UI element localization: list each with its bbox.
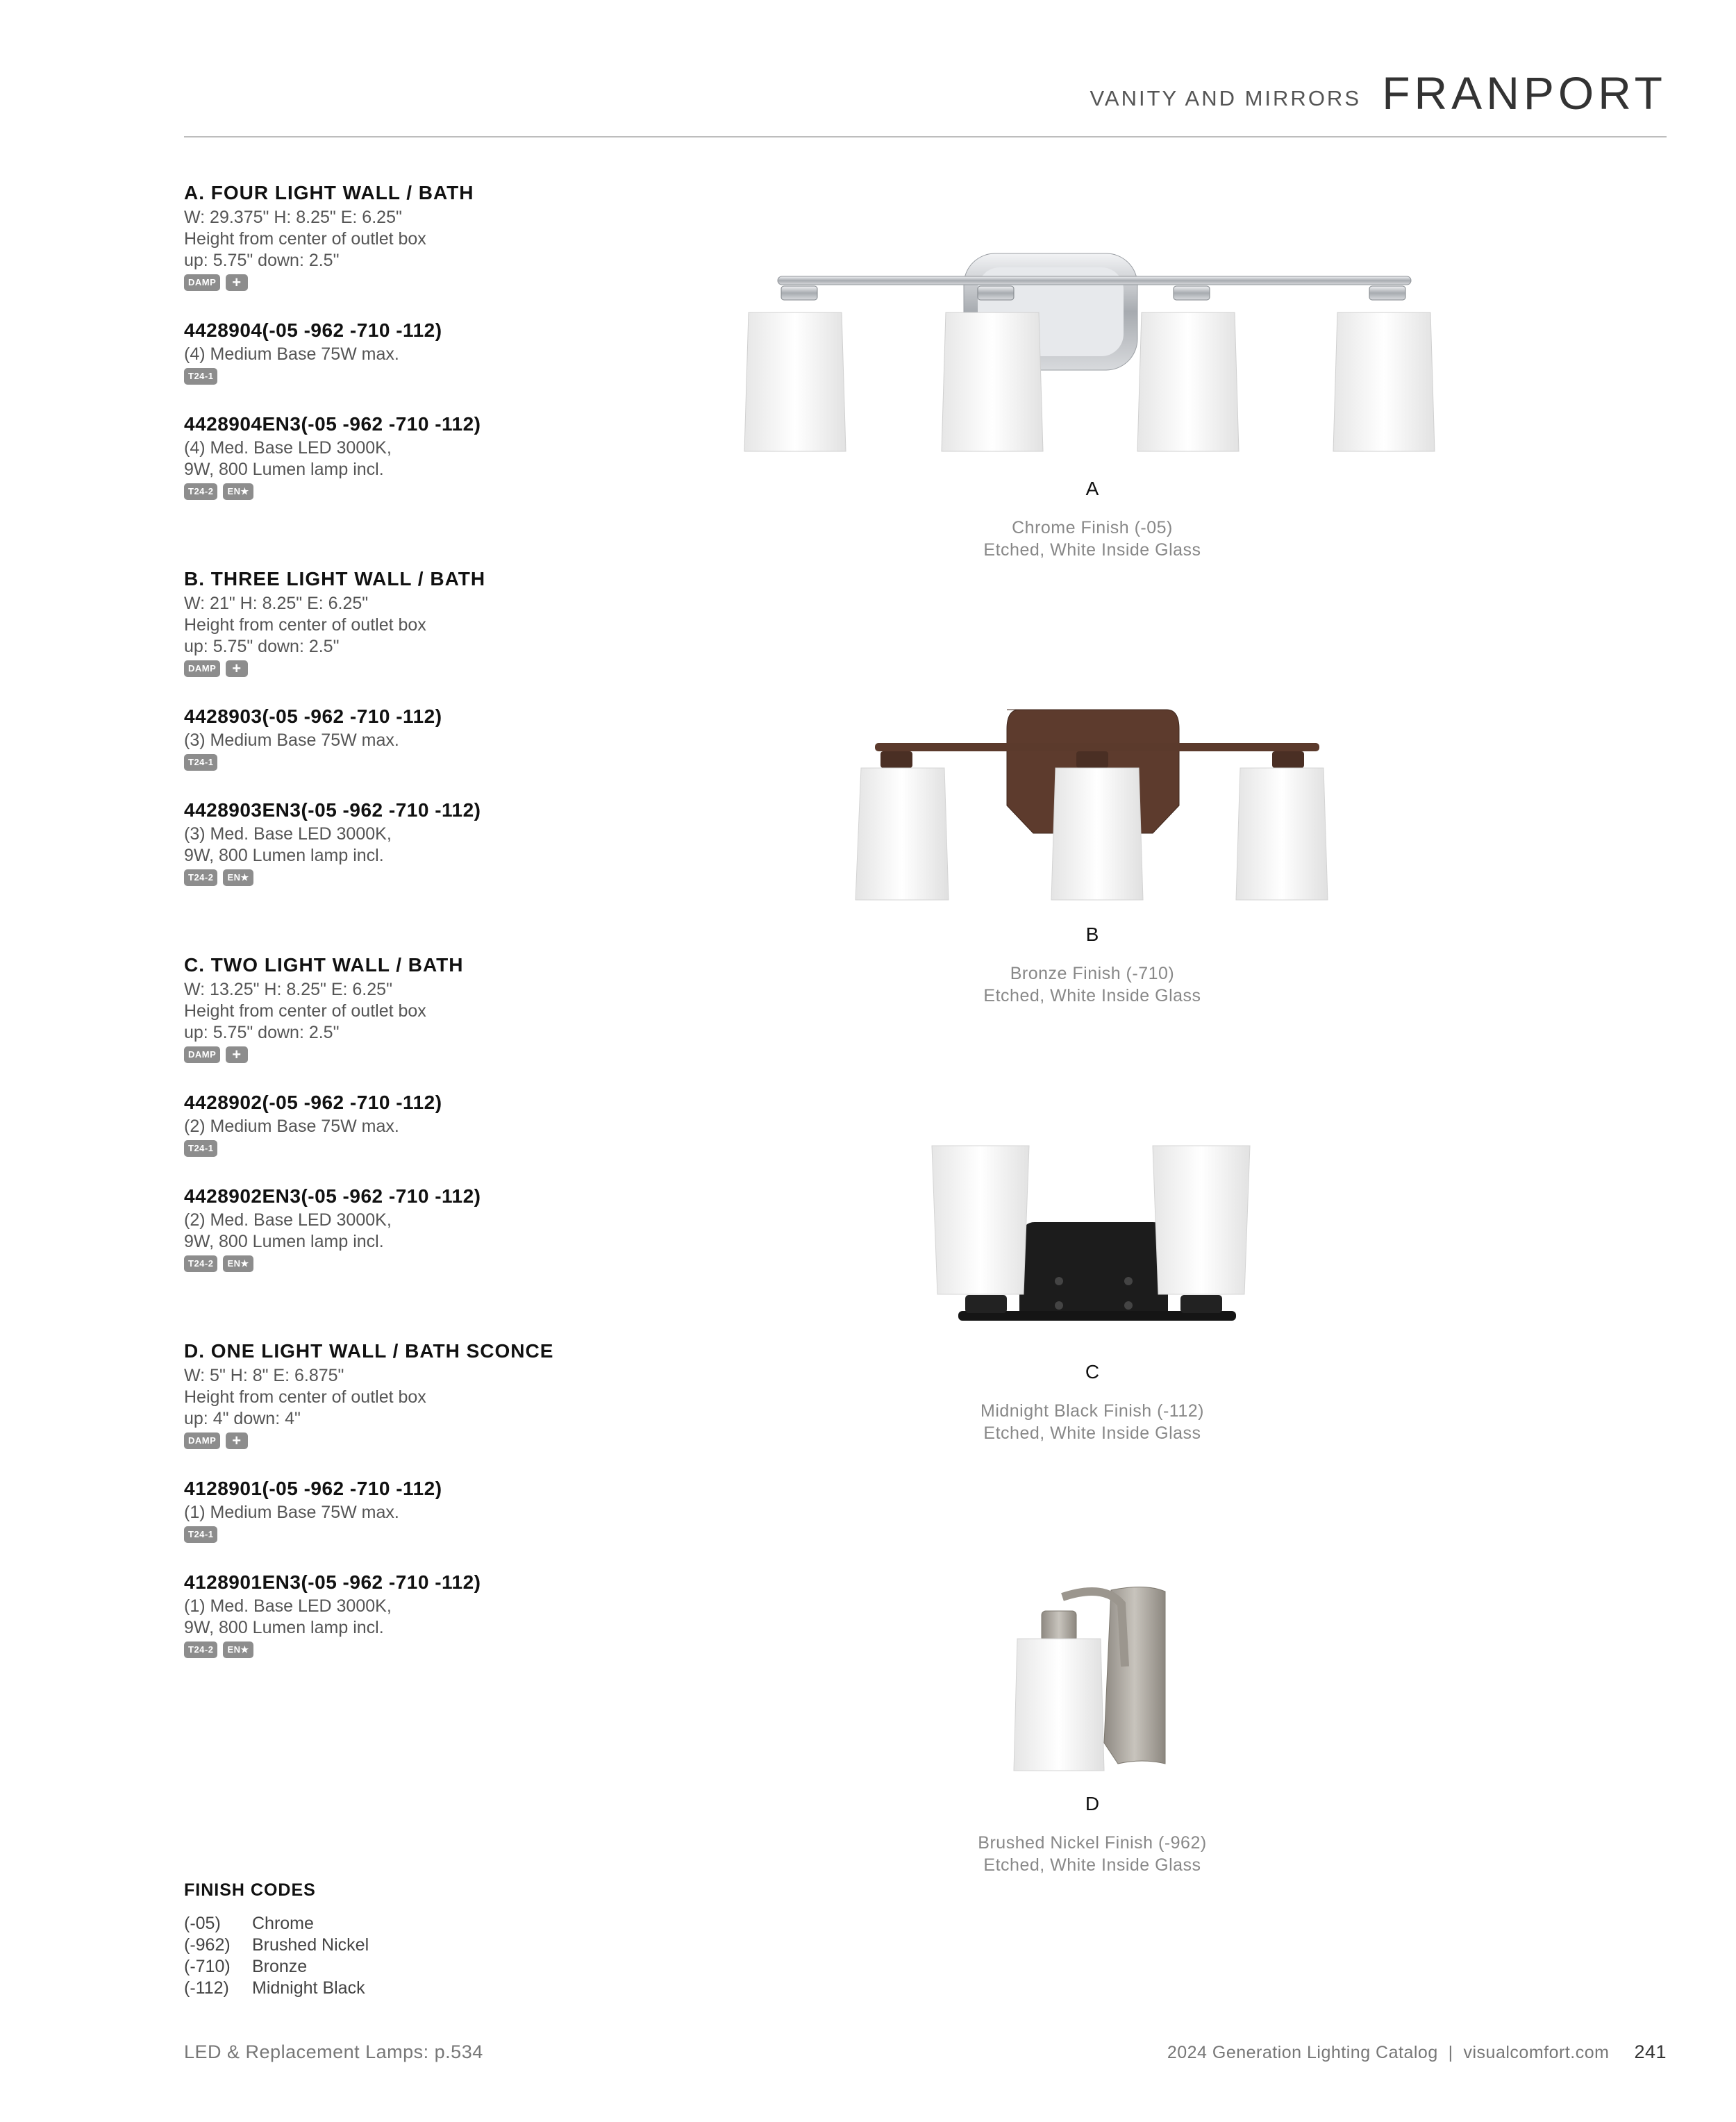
fixture-c-image — [917, 1139, 1278, 1333]
finish-code-row — [184, 1956, 369, 1978]
product-title: B. THREE LIGHT WALL / BATH — [184, 568, 486, 590]
t24-badge: T24-2 — [184, 1641, 217, 1658]
outlet-label: Height from center of outlet box — [184, 1387, 426, 1407]
lamp-spec: (2) Medium Base 75W max. — [184, 1117, 399, 1136]
outlet-values: up: 5.75" down: 2.5" — [184, 251, 340, 270]
lamp-spec: (2) Med. Base LED 3000K, — [184, 1210, 392, 1230]
product-dimensions: W: 13.25" H: 8.25" E: 6.25" — [184, 980, 392, 999]
fixture-letter: A — [1085, 478, 1099, 499]
lamp-spec: (4) Med. Base LED 3000K, — [184, 438, 392, 458]
sku: 4428904EN3(-05 -962 -710 -112) — [184, 413, 481, 435]
damp-badge: DAMP — [184, 274, 220, 291]
plus-badge: + — [226, 274, 247, 291]
fixture-b-caption — [884, 924, 1301, 1007]
sku: 4428903EN3(-05 -962 -710 -112) — [184, 799, 481, 821]
product-dimensions: W: 29.375" H: 8.25" E: 6.25" — [184, 208, 402, 227]
finish-codes-legend — [184, 1880, 369, 1999]
fixture-d-image — [1000, 1576, 1194, 1778]
damp-badge: DAMP — [184, 1046, 220, 1063]
outlet-label: Height from center of outlet box — [184, 1001, 426, 1021]
finish-code-name: Brushed Nickel — [252, 1935, 369, 1955]
sku: 4128901(-05 -962 -710 -112) — [184, 1478, 442, 1499]
damp-badge: DAMP — [184, 660, 220, 677]
product-b-specs — [184, 565, 753, 912]
plus-badge: + — [226, 660, 247, 677]
outlet-label: Height from center of outlet box — [184, 229, 426, 249]
finish-code: (-710) — [184, 1957, 231, 1976]
fixture-c-caption — [884, 1361, 1301, 1444]
energy-star-badge: EN★ — [223, 1641, 253, 1658]
finish-name: Chrome Finish (-05) — [1012, 518, 1173, 537]
finish-name: Midnight Black Finish (-112) — [980, 1401, 1204, 1421]
footer-catalog-info — [1167, 2041, 1667, 2063]
lamp-spec: (3) Medium Base 75W max. — [184, 730, 399, 750]
fixture-a-caption — [884, 478, 1301, 561]
page-number: 241 — [1634, 2041, 1667, 2062]
sku: 4428903(-05 -962 -710 -112) — [184, 705, 442, 727]
sku: 4128901EN3(-05 -962 -710 -112) — [184, 1571, 481, 1593]
glass-type: Etched, White Inside Glass — [983, 1423, 1201, 1443]
t24-badge: T24-2 — [184, 1255, 217, 1272]
t24-badge: T24-1 — [184, 368, 217, 385]
finish-code: (-112) — [184, 1978, 229, 1998]
sku: 4428902EN3(-05 -962 -710 -112) — [184, 1185, 481, 1207]
plus-badge: + — [226, 1432, 247, 1449]
outlet-label: Height from center of outlet box — [184, 615, 426, 635]
glass-type: Etched, White Inside Glass — [983, 540, 1201, 560]
lamp-spec: 9W, 800 Lumen lamp incl. — [184, 1232, 384, 1251]
product-a-specs — [184, 179, 753, 526]
fixture-letter: B — [1085, 924, 1099, 945]
product-dimensions: W: 5" H: 8" E: 6.875" — [184, 1366, 344, 1385]
page-title: FRANPORT — [1382, 67, 1667, 119]
t24-badge: T24-2 — [184, 869, 217, 886]
section-title: VANITY AND MIRRORS — [1090, 86, 1361, 110]
lamp-spec: 9W, 800 Lumen lamp incl. — [184, 460, 384, 479]
finish-code: (-05) — [184, 1914, 221, 1933]
product-title: D. ONE LIGHT WALL / BATH SCONCE — [184, 1340, 554, 1362]
lamp-spec: (3) Med. Base LED 3000K, — [184, 824, 392, 844]
finish-code: (-962) — [184, 1935, 231, 1955]
sku: 4428902(-05 -962 -710 -112) — [184, 1092, 442, 1113]
fixture-a-image — [736, 243, 1458, 458]
product-c-specs — [184, 951, 753, 1298]
lamp-spec: (1) Medium Base 75W max. — [184, 1503, 399, 1522]
finish-codes-title: FINISH CODES — [184, 1880, 316, 1900]
product-title: C. TWO LIGHT WALL / BATH — [184, 954, 464, 976]
finish-name: Bronze Finish (-710) — [1010, 964, 1175, 983]
plus-badge: + — [226, 1046, 247, 1063]
outlet-values: up: 5.75" down: 2.5" — [184, 637, 340, 656]
finish-code-name: Bronze — [252, 1957, 308, 1976]
lamp-spec: (1) Med. Base LED 3000K, — [184, 1596, 392, 1616]
finish-code-row — [184, 1978, 369, 1999]
outlet-values: up: 5.75" down: 2.5" — [184, 1023, 340, 1042]
product-dimensions: W: 21" H: 8.25" E: 6.25" — [184, 594, 369, 613]
t24-badge: T24-1 — [184, 754, 217, 771]
outlet-values: up: 4" down: 4" — [184, 1409, 301, 1428]
t24-badge: T24-1 — [184, 1526, 217, 1543]
lamp-spec: 9W, 800 Lumen lamp incl. — [184, 1618, 384, 1637]
header-divider — [184, 136, 1667, 137]
damp-badge: DAMP — [184, 1432, 220, 1449]
energy-star-badge: EN★ — [223, 869, 253, 886]
fixture-letter: D — [1085, 1793, 1100, 1814]
lamps-reference-link[interactable]: LED & Replacement Lamps: p.534 — [184, 2041, 483, 2062]
sku: 4428904(-05 -962 -710 -112) — [184, 319, 442, 341]
energy-star-badge: EN★ — [223, 483, 253, 500]
product-title: A. FOUR LIGHT WALL / BATH — [184, 182, 474, 203]
fixture-b-image — [847, 701, 1347, 910]
finish-code-name: Midnight Black — [252, 1978, 365, 1998]
finish-name: Brushed Nickel Finish (-962) — [978, 1833, 1207, 1853]
t24-badge: T24-2 — [184, 483, 217, 500]
finish-code-name: Chrome — [252, 1914, 314, 1933]
product-d-specs — [184, 1337, 753, 1685]
glass-type: Etched, White Inside Glass — [983, 986, 1201, 1005]
fixture-d-caption — [884, 1793, 1301, 1876]
t24-badge: T24-1 — [184, 1140, 217, 1157]
lamp-spec: 9W, 800 Lumen lamp incl. — [184, 846, 384, 865]
catalog-name: 2024 Generation Lighting Catalog | visualcomfort.com — [1167, 2043, 1610, 2062]
finish-code-row — [184, 1935, 369, 1956]
lamp-spec: (4) Medium Base 75W max. — [184, 344, 399, 364]
finish-code-row — [184, 1913, 369, 1935]
fixture-letter: C — [1085, 1361, 1100, 1382]
energy-star-badge: EN★ — [223, 1255, 253, 1272]
glass-type: Etched, White Inside Glass — [983, 1855, 1201, 1875]
